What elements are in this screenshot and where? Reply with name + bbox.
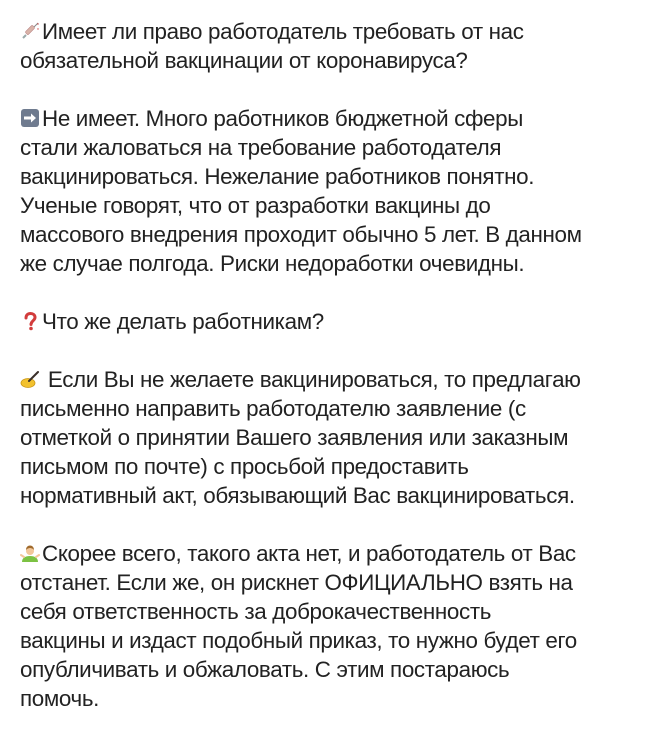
paragraph-advice: [20, 365, 645, 510]
paragraph-conclusion: [20, 539, 645, 713]
paragraph-line: письменно направить работодателю заявление (с: [20, 396, 526, 421]
paragraph-line: вакцинироваться. Нежелание работников понятно.: [20, 164, 535, 189]
paragraph-line: опубличивать и обжаловать. С этим постараюсь: [20, 657, 510, 682]
paragraph-line: Что же делать работникам?: [42, 309, 324, 334]
paragraph-line: же случае полгода. Риски недоработки очевидны.: [20, 251, 525, 276]
paragraph-line: себя ответственность за доброкачественность: [20, 599, 492, 624]
paragraph-line: вакцины и издаст подобный приказ, то нужно будет его: [20, 628, 577, 653]
paragraph-line: отметкой о принятии Вашего заявления или заказным: [20, 425, 569, 450]
paragraph-what-to-do: [20, 307, 645, 336]
paragraph-line: Не имеет. Много работников бюджетной сферы: [42, 106, 523, 131]
paragraph-line: нормативный акт, обязывающий Вас вакцинироваться.: [20, 483, 575, 508]
paragraph-line: помочь.: [20, 686, 100, 711]
paragraph-line: обязательной вакцинации от коронавируса?: [20, 48, 468, 73]
paragraph-answer: [20, 104, 645, 278]
post-body: [20, 17, 645, 742]
right-arrow-icon: [20, 108, 40, 128]
red-question-mark-icon: [20, 311, 40, 331]
paragraph-line: Ученые говорят, что от разработки вакцины до: [20, 193, 491, 218]
paragraph-line: массового внедрения проходит обычно 5 лет. В данном: [20, 222, 582, 247]
syringe-icon: [20, 21, 40, 41]
paragraph-line: Если Вы не желаете вакцинироваться, то предлагаю: [42, 367, 581, 392]
paragraph-line: стали жаловаться на требование работодателя: [20, 135, 502, 160]
paragraph-question: [20, 17, 645, 75]
paragraph-line: Имеет ли право работодатель требовать от нас: [42, 19, 524, 44]
paragraph-line: отстанет. Если же, он рискнет ОФИЦИАЛЬНО взять на: [20, 570, 573, 595]
paragraph-line: Скорее всего, такого акта нет, и работодатель от Вас: [42, 541, 576, 566]
writing-hand-icon: [20, 369, 40, 389]
paragraph-line: письмом по почте) с просьбой предоставить: [20, 454, 469, 479]
person-shrugging-icon: [20, 543, 40, 563]
